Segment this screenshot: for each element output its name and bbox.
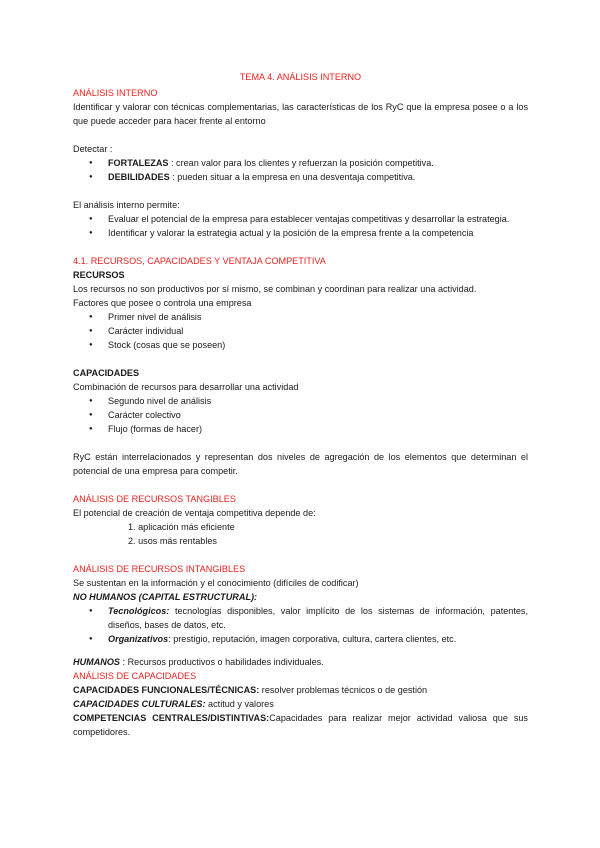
intangibles-list [73, 604, 528, 646]
term-text: tecnologías disponibles, valor implícito de los sistemas de información, patentes, diseños, bases de datos, etc. [108, 606, 528, 630]
list-item: ● Stock (cosas que se poseen) [73, 338, 528, 352]
paragraph-culturales [73, 697, 528, 711]
section-heading-recursos-capacidades: 4.1. RECURSOS, CAPACIDADES Y VENTAJA COMPETITIVA [73, 256, 326, 266]
list-item: 2. usos más rentables [128, 536, 217, 546]
capacidades-list [73, 394, 528, 436]
paragraph-recursos-2: Factores que posee o controla una empresa [73, 298, 252, 308]
list-item [73, 170, 528, 184]
detect-label: Detectar : [73, 144, 113, 154]
term-culturales: CAPACIDADES CULTURALES: [73, 699, 206, 709]
term-text: : Recursos productivos o habilidades individuales. [119, 657, 324, 667]
term-tecnologicos: Tecnológicos: [108, 606, 170, 616]
recursos-list [73, 310, 528, 352]
term-text: resolver problemas técnicos o de gestión [259, 685, 428, 695]
list-item: ● Primer nivel de análisis [73, 310, 528, 324]
paragraph-recursos-1: Los recursos no son productivos por sí mismo, se combinan y coordinan para realizar una actividad. [73, 284, 477, 294]
paragraph-intangibles: Se sustentan en la información y el conocimiento (difíciles de codificar) [73, 578, 359, 588]
list-item [73, 632, 528, 646]
subheading-recursos: RECURSOS [73, 270, 125, 280]
term-competencias: COMPETENCIAS CENTRALES/DISTINTIVAS: [73, 713, 270, 723]
list-item [73, 156, 528, 170]
page-title: TEMA 4. ANÁLISIS INTERNO [239, 72, 362, 82]
paragraph-ryc: RyC están interrelacionados y representan dos niveles de agregación de los elementos que determinan el potencial de una empresa para competir. [73, 452, 528, 476]
paragraph-humanos [73, 655, 528, 669]
list-item: ● Carácter colectivo [73, 408, 528, 422]
subheading-capacidades: CAPACIDADES [73, 368, 140, 378]
section-heading-capacidades: ANÁLISIS DE CAPACIDADES [73, 671, 197, 681]
list-item: ● Identificar y valorar la estrategia actual y la posición de la empresa frente a la competencia [73, 226, 528, 240]
term-text: Capacidades para realizar mejor actividad valiosa que sus competidores. [73, 713, 528, 737]
permite-label: El análisis interno permite: [73, 200, 180, 210]
term-humanos: HUMANOS [73, 657, 120, 667]
term-debilidades: DEBILIDADES [108, 172, 170, 182]
paragraph-funcionales [73, 683, 528, 697]
paragraph-competencias [73, 711, 528, 739]
list-item: ● Flujo (formas de hacer) [73, 422, 528, 436]
detect-list [73, 156, 528, 184]
list-item: ● Segundo nivel de análisis [73, 394, 528, 408]
paragraph-intro: Identificar y valorar con técnicas complementarias, las características de los RyC que la empresa posee o a los que puede acceder para hacer frente al entorno [73, 102, 528, 126]
list-item [73, 604, 528, 632]
section-heading-analisis-interno: ANÁLISIS INTERNO [73, 88, 158, 98]
list-item: ● Evaluar el potencial de la empresa para establecer ventajas competitivas y desarrollar la estrategia. [73, 212, 528, 226]
term-text: : prestigio, reputación, imagen corporativa, cultura, cartera clientes, etc. [168, 634, 457, 644]
list-item: ● Carácter individual [73, 324, 528, 338]
paragraph-tangibles: El potencial de creación de ventaja competitiva depende de: [73, 508, 316, 518]
term-fortalezas: FORTALEZAS [108, 158, 169, 168]
term-text: : pueden situar a la empresa en una desventaja competitiva. [169, 172, 416, 182]
list-item: 1. aplicación más eficiente [128, 522, 235, 532]
document-page [73, 70, 528, 739]
term-text: actitud y valores [205, 699, 274, 709]
paragraph-capacidades: Combinación de recursos para desarrollar una actividad [73, 382, 299, 392]
term-text: : crean valor para los clientes y refuerzan la posición competitiva. [168, 158, 434, 168]
term-organizativos: Organizativos [108, 634, 169, 644]
subheading-no-humanos: NO HUMANOS (CAPITAL ESTRUCTURAL): [73, 592, 258, 602]
section-heading-tangibles: ANÁLISIS DE RECURSOS TANGIBLES [73, 494, 236, 504]
permite-list [73, 212, 528, 240]
term-funcionales: CAPACIDADES FUNCIONALES/TÉCNICAS: [73, 685, 260, 695]
section-heading-intangibles: ANÁLISIS DE RECURSOS INTANGIBLES [73, 564, 246, 574]
tangibles-list [73, 520, 528, 548]
